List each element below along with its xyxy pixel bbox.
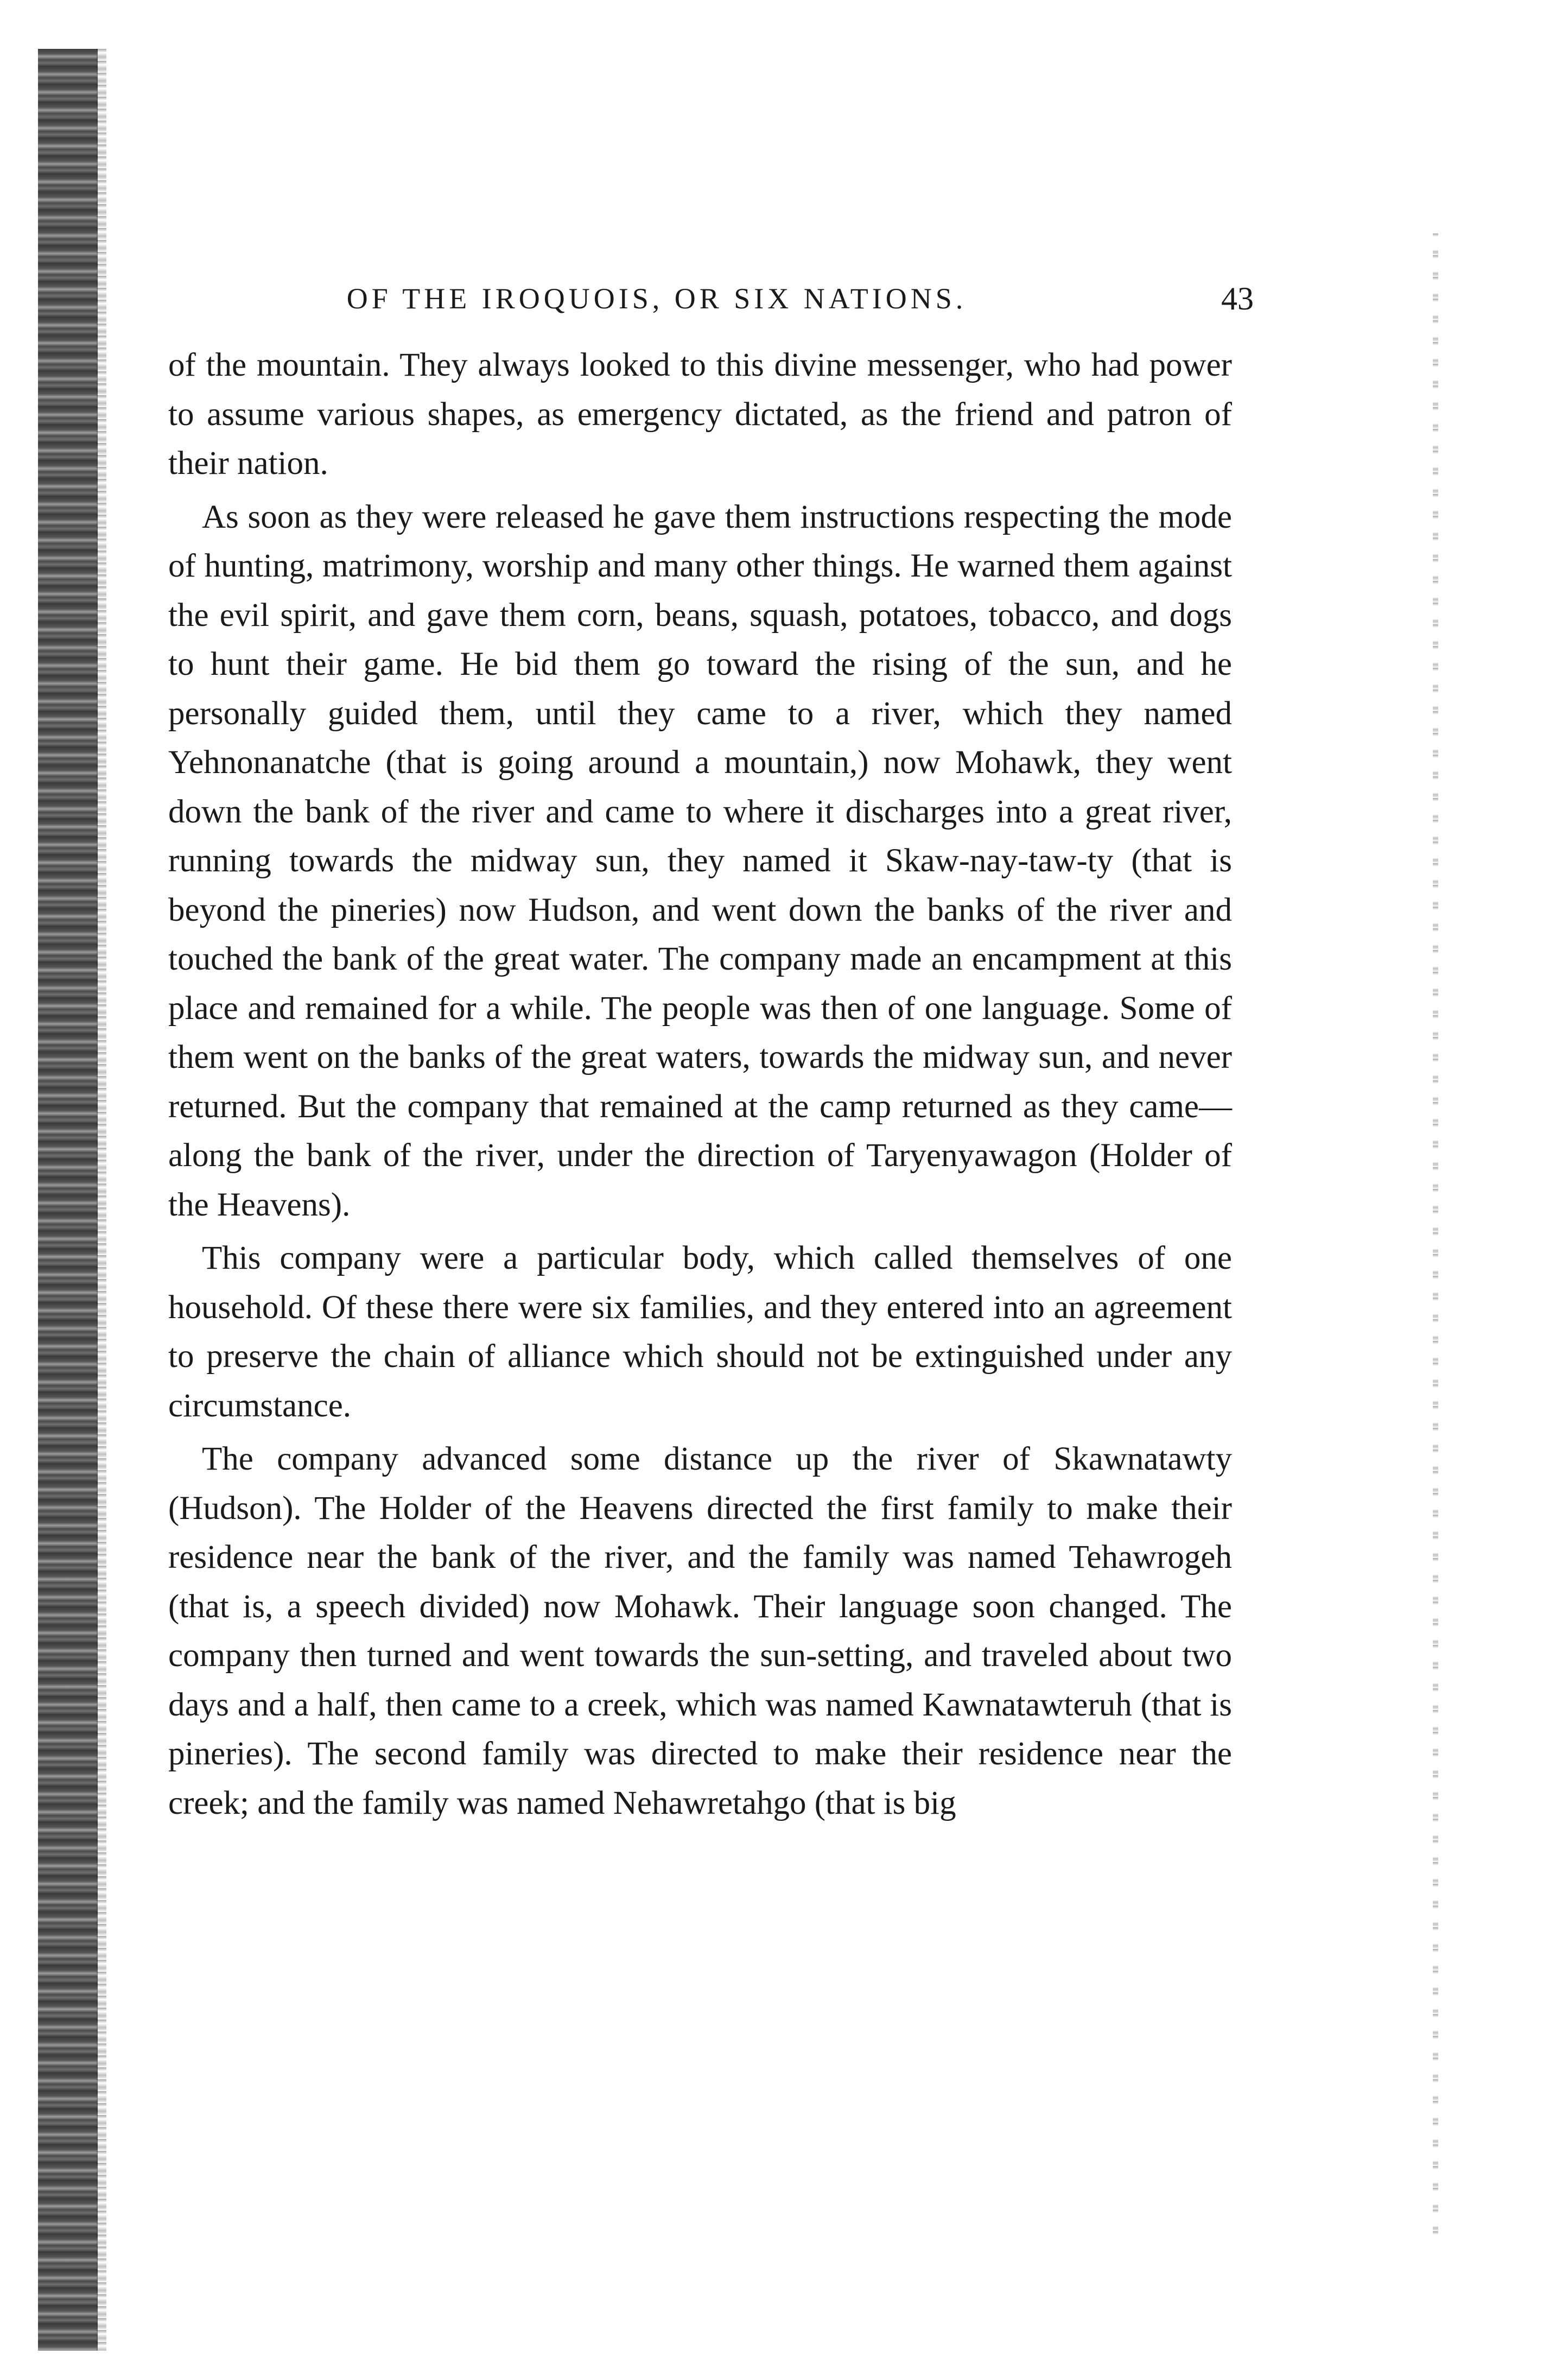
binding-shadow (38, 49, 98, 2351)
paragraph-2: As soon as they were released he gave them instructions respecting the mode of hunting, matrimony, worship and many other things. He warned them against the evil spirit, and gave them corn, beans, squash, potatoes, tobacco, and dogs to hunt their game. He bid them go toward the rising of the sun, and he personally guided them, until they came to a river, which they named Yehnonanatche (that is going around a mountain,) now Mohawk, they went down the bank of the river and came to where it discharges into a great river, running towards the midway sun, they named it Skaw-nay-taw-ty (that is beyond the pineries) now Hudson, and went down the banks of the river and touched the bank of the great water. The company made an encampment at this place and remained for a while. The people was then of one language. Some of them went on the banks of the great waters, towards the midway sun, and never returned. But the company that remained at the camp returned as they came—along the bank of the river, under the direction of Taryenyawagon (Holder of the Heavens). (168, 498, 1232, 1223)
page-number: 43 (1221, 281, 1254, 317)
paragraph-1: of the mountain. They always looked to this divine messenger, who had power to assume various shapes, as emergency dictated, as the friend and patron of their nation. (168, 347, 1232, 482)
binding-edge (97, 49, 106, 2351)
body-text (168, 341, 1232, 1832)
running-head: OF THE IROQUOIS, OR SIX NATIONS. (346, 282, 967, 315)
scan-edge-speckle (1433, 233, 1438, 2242)
paragraph-3: This company were a particular body, which called themselves of one household. Of these there were six families, and they entered into an agreement to preserve the chain of alliance which should not be extinguished under any circumstance. (168, 1240, 1232, 1424)
page-header (168, 271, 1254, 331)
paragraph-4: The company advanced some distance up the river of Skawnatawty (Hudson). The Holder of the Heavens directed the first family to make their residence near the bank of the river, and the family was named Tehawrogeh (that is, a speech divided) now Mohawk. Their language soon changed. The company then turned and went towards the sun-setting, and traveled about two days and a half, then came to a creek, which was named Kawnatawteruh (that is pineries). The second family was directed to make their residence near the creek; and the family was named Nehawretahgo (that is big (168, 1441, 1232, 1821)
